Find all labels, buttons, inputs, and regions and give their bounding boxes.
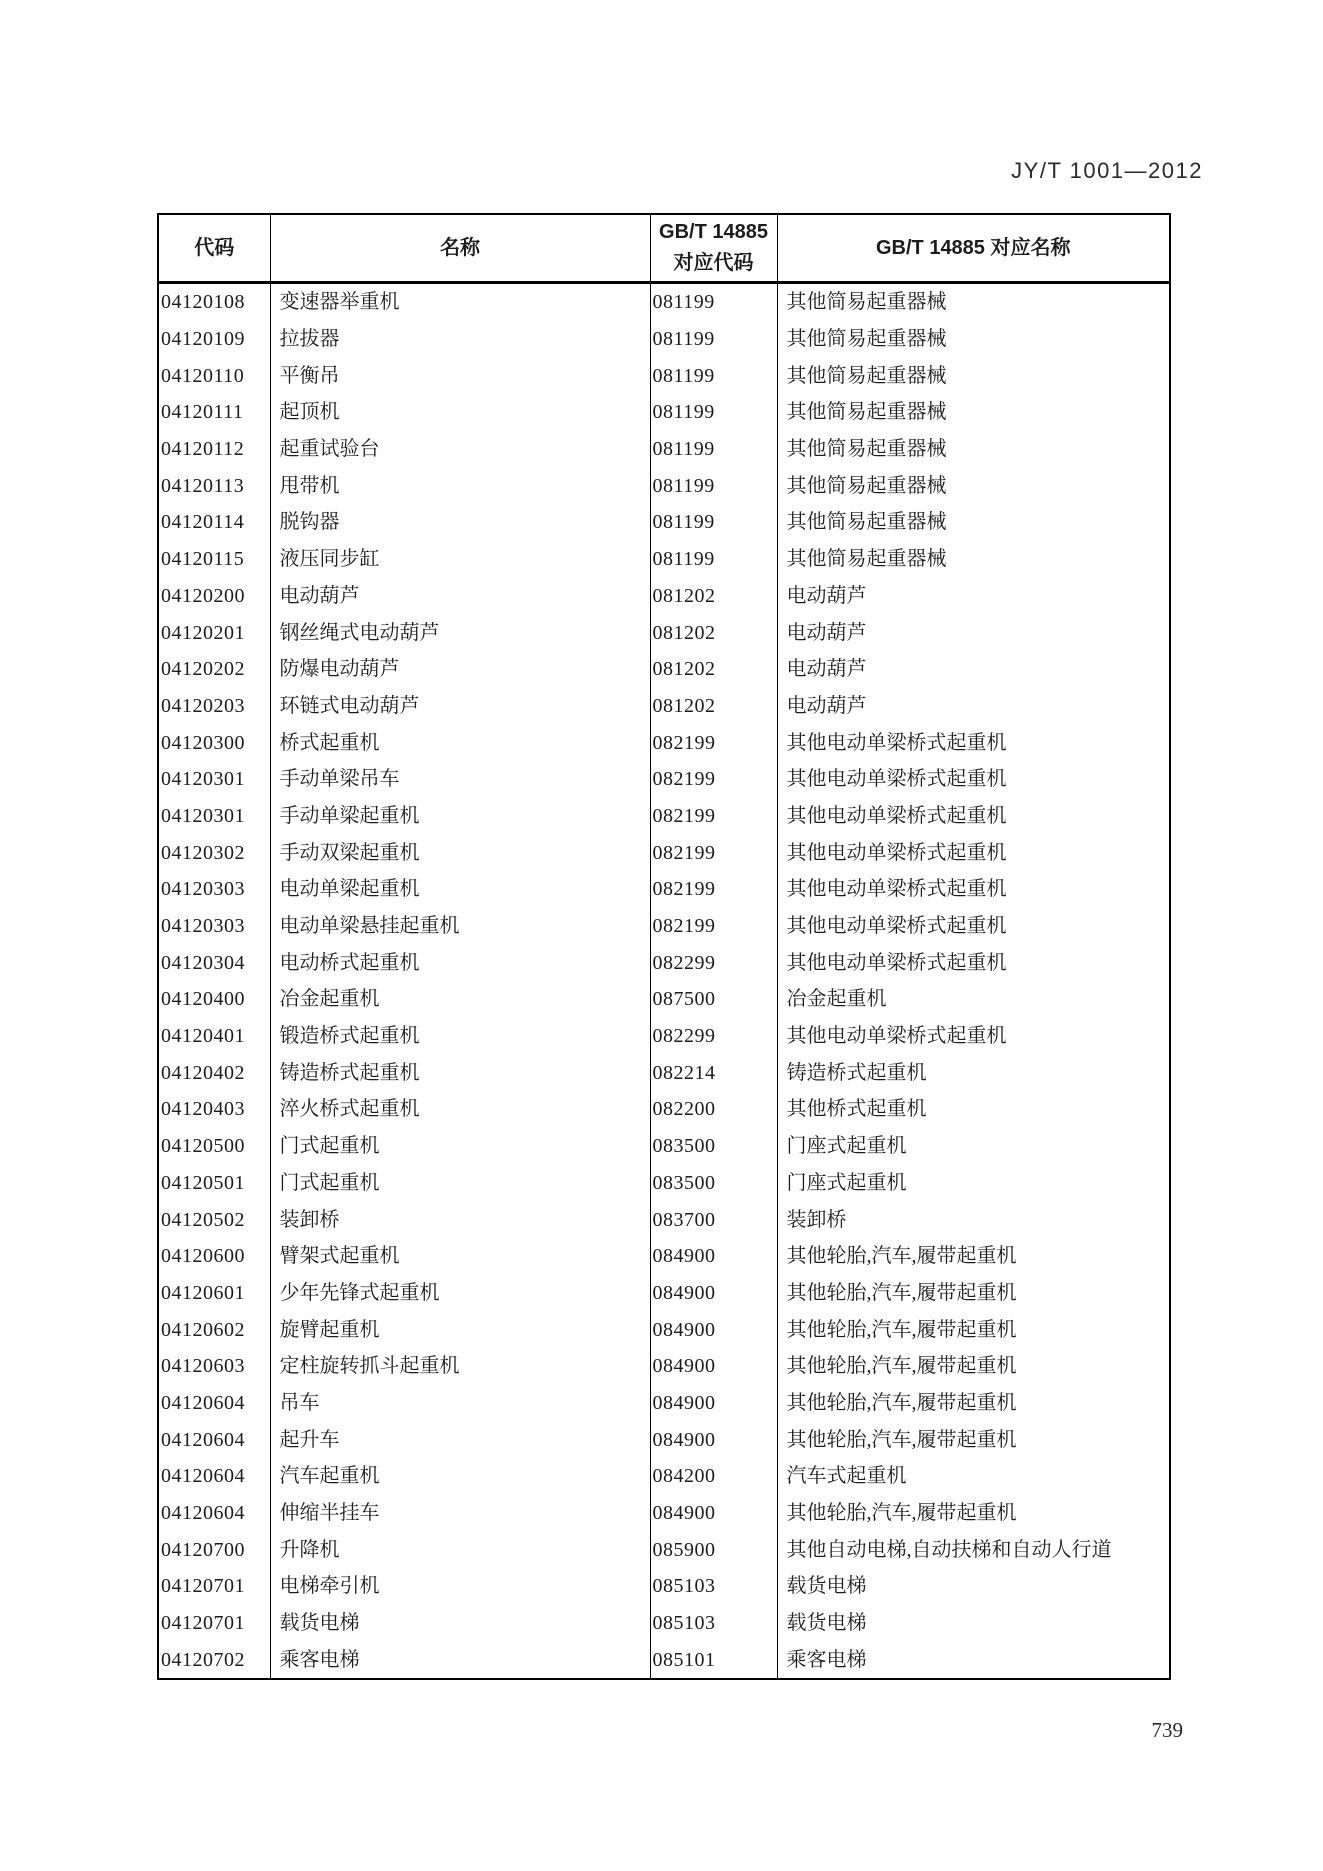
- cell-gbt-code: 082199: [650, 798, 777, 835]
- cell-gbt-name: 其他简易起重器械: [777, 394, 1170, 431]
- cell-name: 手动双梁起重机: [270, 834, 650, 871]
- cell-gbt-code: 084200: [650, 1458, 777, 1495]
- cell-gbt-name: 载货电梯: [777, 1568, 1170, 1605]
- cell-gbt-code: 084900: [650, 1385, 777, 1422]
- cell-gbt-code: 081199: [650, 431, 777, 468]
- cell-code: 04120108: [158, 283, 270, 321]
- table-row: [158, 321, 1170, 358]
- cell-gbt-code: 083500: [650, 1165, 777, 1202]
- cell-code: 04120701: [158, 1605, 270, 1642]
- cell-gbt-name: 其他轮胎,汽车,履带起重机: [777, 1495, 1170, 1532]
- cell-name: 定柱旋转抓斗起重机: [270, 1348, 650, 1385]
- code-mapping-table: [157, 213, 1171, 1680]
- cell-name: 升降机: [270, 1531, 650, 1568]
- table-row: [158, 614, 1170, 651]
- cell-gbt-code: 081202: [650, 688, 777, 725]
- cell-gbt-name: 电动葫芦: [777, 651, 1170, 688]
- cell-name: 手动单梁起重机: [270, 798, 650, 835]
- cell-gbt-code: 081202: [650, 651, 777, 688]
- cell-code: 04120300: [158, 724, 270, 761]
- cell-gbt-code: 082199: [650, 834, 777, 871]
- cell-code: 04120501: [158, 1165, 270, 1202]
- table-row: [158, 578, 1170, 615]
- cell-gbt-name: 其他电动单梁桥式起重机: [777, 908, 1170, 945]
- table-row: [158, 834, 1170, 871]
- table-row: [158, 467, 1170, 504]
- cell-name: 淬火桥式起重机: [270, 1091, 650, 1128]
- cell-gbt-name: 乘客电梯: [777, 1641, 1170, 1679]
- cell-code: 04120110: [158, 357, 270, 394]
- cell-code: 04120200: [158, 578, 270, 615]
- cell-code: 04120604: [158, 1458, 270, 1495]
- table-row: [158, 357, 1170, 394]
- table-row: [158, 651, 1170, 688]
- cell-gbt-code: 082199: [650, 871, 777, 908]
- cell-gbt-name: 其他简易起重器械: [777, 357, 1170, 394]
- cell-code: 04120600: [158, 1238, 270, 1275]
- cell-gbt-name: 其他简易起重器械: [777, 321, 1170, 358]
- cell-code: 04120111: [158, 394, 270, 431]
- cell-gbt-name: 其他电动单梁桥式起重机: [777, 944, 1170, 981]
- cell-gbt-code: 084900: [650, 1495, 777, 1532]
- cell-code: 04120303: [158, 871, 270, 908]
- cell-code: 04120301: [158, 761, 270, 798]
- cell-gbt-code: 083500: [650, 1128, 777, 1165]
- cell-code: 04120700: [158, 1531, 270, 1568]
- cell-gbt-name: 电动葫芦: [777, 614, 1170, 651]
- table-row: [158, 1238, 1170, 1275]
- table-row: [158, 1458, 1170, 1495]
- cell-code: 04120602: [158, 1311, 270, 1348]
- cell-gbt-name: 电动葫芦: [777, 578, 1170, 615]
- cell-name: 甩带机: [270, 467, 650, 504]
- table-row: [158, 724, 1170, 761]
- cell-name: 起升车: [270, 1421, 650, 1458]
- cell-name: 少年先锋式起重机: [270, 1275, 650, 1312]
- cell-gbt-code: 081199: [650, 283, 777, 321]
- table-row: [158, 761, 1170, 798]
- cell-name: 吊车: [270, 1385, 650, 1422]
- cell-gbt-name: 其他电动单梁桥式起重机: [777, 871, 1170, 908]
- cell-gbt-name: 其他简易起重器械: [777, 467, 1170, 504]
- cell-name: 电梯牵引机: [270, 1568, 650, 1605]
- cell-code: 04120604: [158, 1421, 270, 1458]
- cell-code: 04120114: [158, 504, 270, 541]
- cell-gbt-code: 084900: [650, 1348, 777, 1385]
- cell-code: 04120601: [158, 1275, 270, 1312]
- cell-name: 汽车起重机: [270, 1458, 650, 1495]
- cell-gbt-name: 汽车式起重机: [777, 1458, 1170, 1495]
- cell-name: 门式起重机: [270, 1165, 650, 1202]
- table-row: [158, 1128, 1170, 1165]
- cell-gbt-code: 085900: [650, 1531, 777, 1568]
- cell-gbt-code: 082214: [650, 1054, 777, 1091]
- cell-name: 铸造桥式起重机: [270, 1054, 650, 1091]
- table-row: [158, 1421, 1170, 1458]
- cell-gbt-code: 084900: [650, 1275, 777, 1312]
- cell-name: 起顶机: [270, 394, 650, 431]
- table-row: [158, 1495, 1170, 1532]
- header-gbt-code-line1: GB/T 14885: [659, 221, 768, 243]
- cell-code: 04120303: [158, 908, 270, 945]
- table-row: [158, 1568, 1170, 1605]
- cell-code: 04120401: [158, 1018, 270, 1055]
- table-row: [158, 1165, 1170, 1202]
- cell-code: 04120403: [158, 1091, 270, 1128]
- cell-gbt-code: 083700: [650, 1201, 777, 1238]
- table-row: [158, 504, 1170, 541]
- cell-code: 04120604: [158, 1385, 270, 1422]
- cell-name: 电动单梁悬挂起重机: [270, 908, 650, 945]
- cell-gbt-code: 081199: [650, 321, 777, 358]
- table-row: [158, 1054, 1170, 1091]
- cell-gbt-name: 其他轮胎,汽车,履带起重机: [777, 1275, 1170, 1312]
- cell-code: 04120502: [158, 1201, 270, 1238]
- cell-gbt-code: 085103: [650, 1568, 777, 1605]
- cell-code: 04120115: [158, 541, 270, 578]
- cell-code: 04120112: [158, 431, 270, 468]
- cell-gbt-code: 081199: [650, 504, 777, 541]
- header-gbt-code: [650, 214, 777, 283]
- cell-gbt-name: 其他简易起重器械: [777, 283, 1170, 321]
- page-number: 739: [1151, 1718, 1183, 1742]
- cell-gbt-code: 081199: [650, 394, 777, 431]
- table-row: [158, 908, 1170, 945]
- cell-name: 载货电梯: [270, 1605, 650, 1642]
- cell-gbt-name: 其他轮胎,汽车,履带起重机: [777, 1385, 1170, 1422]
- cell-gbt-code: 081202: [650, 614, 777, 651]
- cell-name: 电动桥式起重机: [270, 944, 650, 981]
- cell-code: 04120201: [158, 614, 270, 651]
- cell-gbt-name: 其他简易起重器械: [777, 541, 1170, 578]
- cell-gbt-code: 082199: [650, 908, 777, 945]
- cell-gbt-name: 载货电梯: [777, 1605, 1170, 1642]
- table-row: [158, 981, 1170, 1018]
- table-row: [158, 394, 1170, 431]
- cell-gbt-code: 084900: [650, 1238, 777, 1275]
- cell-name: 脱钩器: [270, 504, 650, 541]
- cell-code: 04120304: [158, 944, 270, 981]
- cell-name: 乘客电梯: [270, 1641, 650, 1679]
- cell-gbt-name: 其他轮胎,汽车,履带起重机: [777, 1348, 1170, 1385]
- table-row: [158, 1018, 1170, 1055]
- table-row: [158, 1385, 1170, 1422]
- cell-gbt-name: 门座式起重机: [777, 1128, 1170, 1165]
- cell-gbt-name: 门座式起重机: [777, 1165, 1170, 1202]
- table-row: [158, 1201, 1170, 1238]
- cell-gbt-code: 081199: [650, 467, 777, 504]
- cell-name: 液压同步缸: [270, 541, 650, 578]
- cell-gbt-code: 084900: [650, 1311, 777, 1348]
- cell-gbt-code: 085103: [650, 1605, 777, 1642]
- cell-gbt-name: 装卸桥: [777, 1201, 1170, 1238]
- cell-gbt-name: 其他桥式起重机: [777, 1091, 1170, 1128]
- cell-gbt-name: 其他电动单梁桥式起重机: [777, 834, 1170, 871]
- table-row: [158, 944, 1170, 981]
- cell-name: 伸缩半挂车: [270, 1495, 650, 1532]
- cell-gbt-name: 其他电动单梁桥式起重机: [777, 761, 1170, 798]
- cell-code: 04120400: [158, 981, 270, 1018]
- cell-gbt-code: 087500: [650, 981, 777, 1018]
- cell-gbt-name: 其他电动单梁桥式起重机: [777, 1018, 1170, 1055]
- cell-name: 拉拔器: [270, 321, 650, 358]
- cell-name: 电动葫芦: [270, 578, 650, 615]
- doc-number: JY/T 1001—2012: [1011, 158, 1203, 183]
- cell-gbt-name: 铸造桥式起重机: [777, 1054, 1170, 1091]
- cell-name: 变速器举重机: [270, 283, 650, 321]
- table-row: [158, 1641, 1170, 1679]
- table-row: [158, 1311, 1170, 1348]
- cell-name: 锻造桥式起重机: [270, 1018, 650, 1055]
- cell-code: 04120302: [158, 834, 270, 871]
- cell-gbt-code: 081199: [650, 541, 777, 578]
- cell-name: 起重试验台: [270, 431, 650, 468]
- table-row: [158, 431, 1170, 468]
- cell-gbt-name: 其他简易起重器械: [777, 431, 1170, 468]
- cell-name: 手动单梁吊车: [270, 761, 650, 798]
- cell-code: 04120202: [158, 651, 270, 688]
- cell-gbt-code: 081202: [650, 578, 777, 615]
- cell-code: 04120203: [158, 688, 270, 725]
- cell-name: 旋臂起重机: [270, 1311, 650, 1348]
- cell-name: 装卸桥: [270, 1201, 650, 1238]
- cell-name: 电动单梁起重机: [270, 871, 650, 908]
- header-name: 名称: [270, 214, 650, 283]
- cell-gbt-name: 其他自动电梯,自动扶梯和自动人行道: [777, 1531, 1170, 1568]
- cell-name: 平衡吊: [270, 357, 650, 394]
- table-row: [158, 541, 1170, 578]
- cell-gbt-code: 082200: [650, 1091, 777, 1128]
- cell-code: 04120113: [158, 467, 270, 504]
- cell-gbt-code: 082299: [650, 944, 777, 981]
- cell-code: 04120603: [158, 1348, 270, 1385]
- table-row: [158, 1605, 1170, 1642]
- cell-name: 防爆电动葫芦: [270, 651, 650, 688]
- table-row: [158, 798, 1170, 835]
- cell-gbt-name: 冶金起重机: [777, 981, 1170, 1018]
- cell-code: 04120702: [158, 1641, 270, 1679]
- table-row: [158, 283, 1170, 321]
- cell-gbt-name: 其他轮胎,汽车,履带起重机: [777, 1421, 1170, 1458]
- header-gbt-name: GB/T 14885 对应名称: [777, 214, 1170, 283]
- cell-gbt-code: 085101: [650, 1641, 777, 1679]
- cell-name: 门式起重机: [270, 1128, 650, 1165]
- cell-code: 04120604: [158, 1495, 270, 1532]
- table-row: [158, 1091, 1170, 1128]
- header-code: 代码: [158, 214, 270, 283]
- cell-code: 04120109: [158, 321, 270, 358]
- table-row: [158, 688, 1170, 725]
- cell-gbt-name: 其他简易起重器械: [777, 504, 1170, 541]
- cell-gbt-code: 082199: [650, 724, 777, 761]
- cell-code: 04120500: [158, 1128, 270, 1165]
- cell-gbt-name: 电动葫芦: [777, 688, 1170, 725]
- cell-name: 冶金起重机: [270, 981, 650, 1018]
- table-row: [158, 1275, 1170, 1312]
- cell-gbt-name: 其他轮胎,汽车,履带起重机: [777, 1238, 1170, 1275]
- table-header-row: [158, 214, 1170, 283]
- cell-gbt-code: 081199: [650, 357, 777, 394]
- cell-name: 环链式电动葫芦: [270, 688, 650, 725]
- table-row: [158, 1348, 1170, 1385]
- cell-name: 桥式起重机: [270, 724, 650, 761]
- table-row: [158, 1531, 1170, 1568]
- cell-gbt-code: 082299: [650, 1018, 777, 1055]
- cell-code: 04120301: [158, 798, 270, 835]
- cell-code: 04120402: [158, 1054, 270, 1091]
- cell-gbt-code: 082199: [650, 761, 777, 798]
- table-row: [158, 871, 1170, 908]
- cell-name: 臂架式起重机: [270, 1238, 650, 1275]
- cell-name: 钢丝绳式电动葫芦: [270, 614, 650, 651]
- cell-code: 04120701: [158, 1568, 270, 1605]
- cell-gbt-name: 其他电动单梁桥式起重机: [777, 724, 1170, 761]
- cell-gbt-name: 其他电动单梁桥式起重机: [777, 798, 1170, 835]
- cell-gbt-code: 084900: [650, 1421, 777, 1458]
- cell-gbt-name: 其他轮胎,汽车,履带起重机: [777, 1311, 1170, 1348]
- header-gbt-code-line2: 对应代码: [673, 252, 754, 274]
